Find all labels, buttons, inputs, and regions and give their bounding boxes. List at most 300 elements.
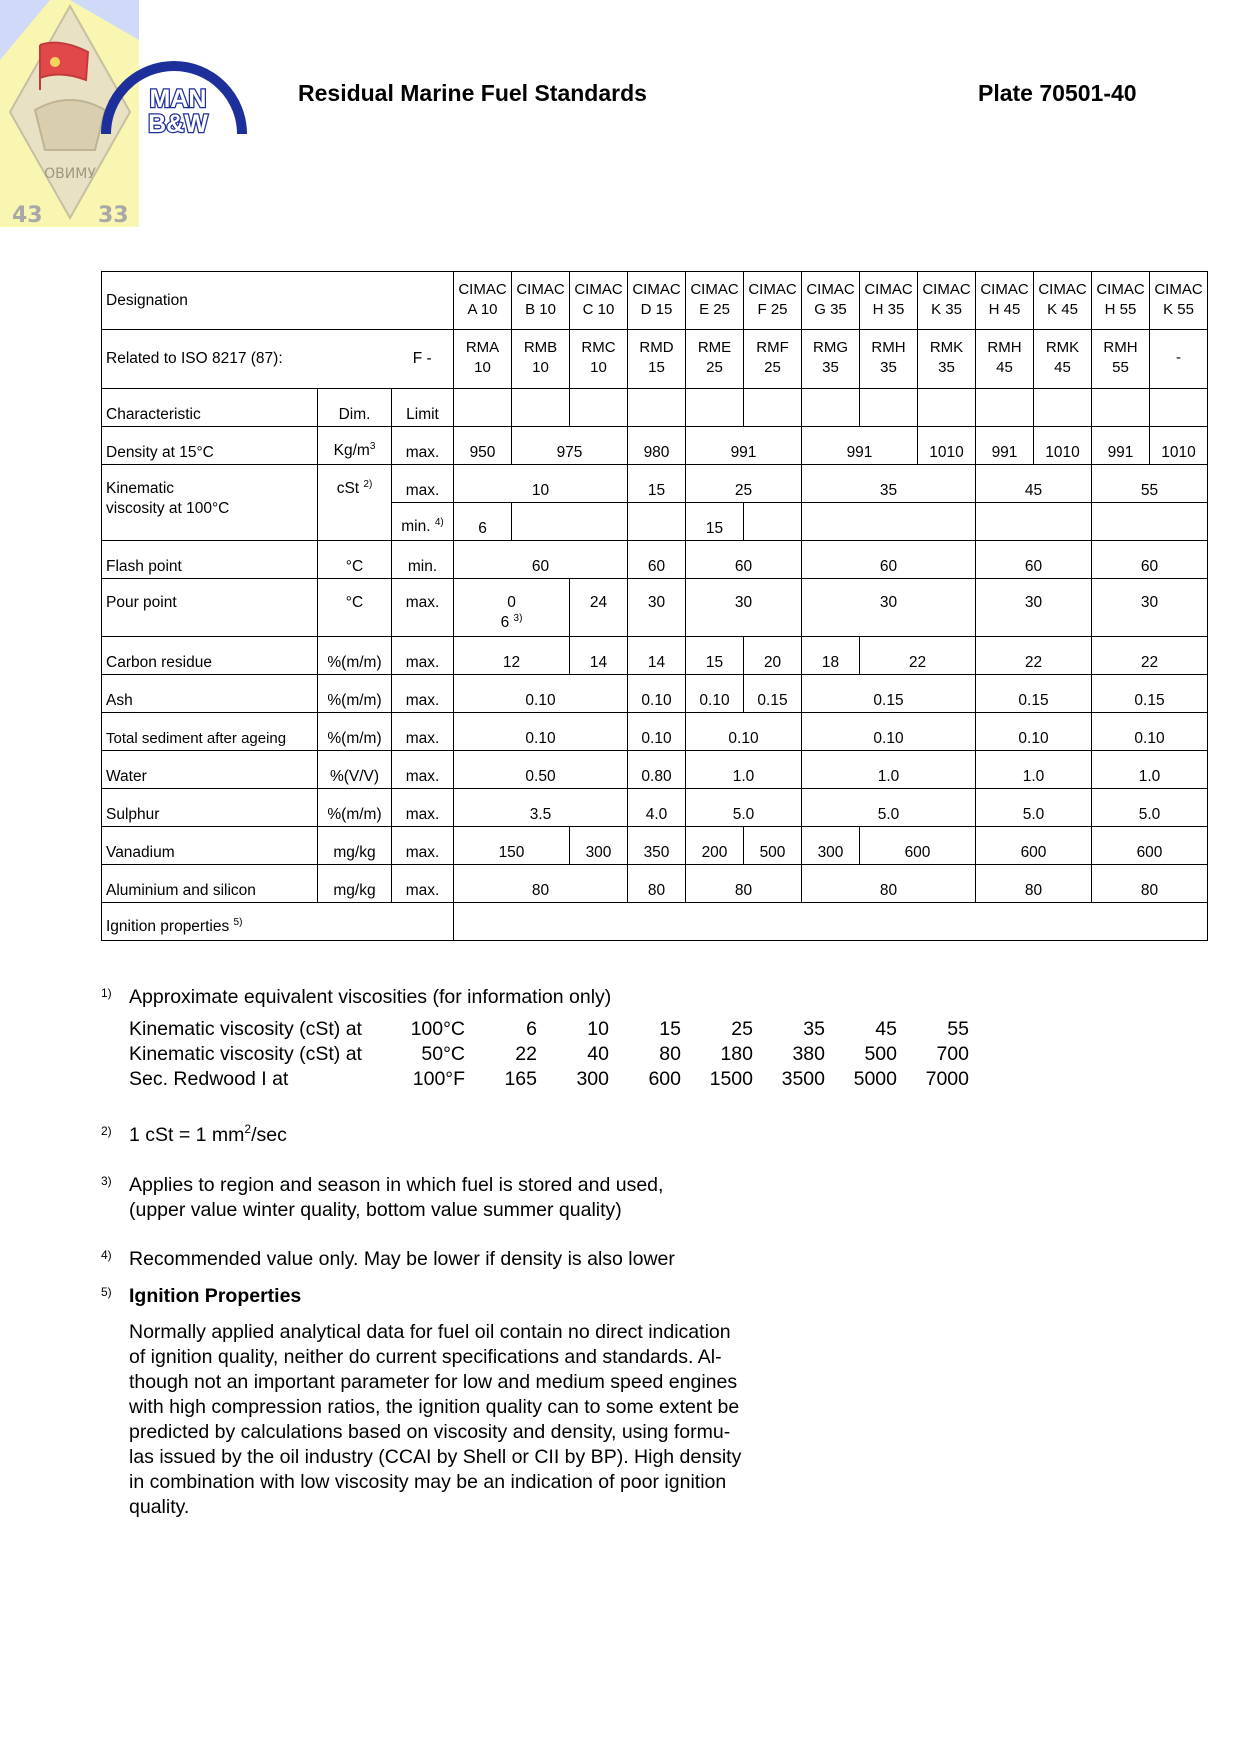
density-value: 975	[512, 427, 628, 465]
iso-grade-line2: 25	[706, 359, 723, 376]
cimac-grade-line1: CIMAC	[1154, 280, 1203, 298]
iso-grade-line2: 35	[822, 359, 839, 376]
empty-cell	[802, 389, 860, 427]
viscosity-value: 380	[792, 1043, 825, 1065]
iso-grade-line1: RMH	[987, 339, 1022, 356]
cimac-grade	[1092, 272, 1150, 330]
vanadium-row	[102, 827, 1208, 865]
footnote-2-number: 2)	[101, 1124, 112, 1138]
cimac-grade	[454, 272, 512, 330]
viscosity-row-temp: 100°C	[410, 1018, 465, 1040]
iso-grade	[744, 330, 802, 389]
footnote-3-line2: (upper value winter quality, bottom value summer quality)	[129, 1199, 622, 1221]
iso-grade-line1: RME	[697, 339, 732, 356]
viscosity-table	[129, 1017, 969, 1092]
sulphur-dim: %(m/m)	[318, 789, 392, 827]
iso-grade	[628, 330, 686, 389]
footnote-1-text: Approximate equivalent viscosities (for information only)	[129, 986, 612, 1008]
vanadium-value: 200	[686, 827, 744, 865]
empty-cell	[454, 389, 512, 427]
cimac-grade-line1: CIMAC	[1096, 280, 1145, 298]
flash-limit: min.	[392, 541, 454, 579]
cimac-grade-line1: CIMAC	[1038, 280, 1087, 298]
pour-summer	[454, 613, 569, 635]
carbon-row	[102, 637, 1208, 675]
cimac-grade-line1: CIMAC	[864, 280, 913, 298]
iso-grade-line2: 35	[880, 359, 897, 376]
iso-grade	[1092, 330, 1150, 389]
cimac-grade-line1: CIMAC	[748, 280, 797, 298]
viscosity-value: 15	[659, 1018, 681, 1040]
viscosity-value: 3500	[781, 1068, 825, 1090]
cimac-grade	[628, 272, 686, 330]
sediment-row	[102, 713, 1208, 751]
carbon-label: Carbon residue	[102, 637, 318, 675]
flash-value: 60	[976, 541, 1092, 579]
ignition-row	[102, 903, 1208, 941]
footnote-2-pre: 1 cSt = 1 mm	[129, 1124, 245, 1146]
density-value: 991	[976, 427, 1034, 465]
water-value: 1.0	[1092, 751, 1208, 789]
cimac-grade	[860, 272, 918, 330]
viscosity-row-label: Kinematic viscosity (cSt) at	[129, 1043, 362, 1065]
ash-row	[102, 675, 1208, 713]
iso-grade	[454, 330, 512, 389]
kinematic-dim	[318, 465, 392, 541]
empty-cell	[744, 503, 802, 541]
empty-cell	[1034, 389, 1092, 427]
kinematic-max-row	[102, 465, 1208, 503]
aluminium-row	[102, 865, 1208, 903]
iso-grade-line2: 10	[532, 359, 549, 376]
iso-grade-line2: 45	[1054, 359, 1071, 376]
density-value: 950	[454, 427, 512, 465]
cimac-grade-line2: B 10	[525, 300, 556, 318]
cimac-grade-line2: G 35	[814, 300, 847, 318]
cimac-grade-line2: F 25	[757, 300, 788, 318]
viscosity-value: 55	[947, 1018, 969, 1040]
kinematic-max-value: 15	[628, 465, 686, 503]
ash-value: 0.15	[802, 675, 976, 713]
cimac-grade	[918, 272, 976, 330]
density-limit: max.	[392, 427, 454, 465]
vanadium-limit: max.	[392, 827, 454, 865]
aluminium-dim: mg/kg	[318, 865, 392, 903]
cimac-grade	[744, 272, 802, 330]
cimac-grade	[686, 272, 744, 330]
footnote-2-post: /sec	[251, 1124, 287, 1146]
iso-grade-line1: RMC	[581, 339, 616, 356]
ignition-paragraph-line: though not an important parameter for low and medium speed engines	[129, 1371, 738, 1393]
logo-line2: B&W	[148, 110, 208, 138]
iso-grade-line2: 15	[648, 359, 665, 376]
iso-grade-line1: RMK	[929, 339, 964, 356]
ash-value: 0.10	[454, 675, 628, 713]
carbon-value: 22	[860, 637, 976, 675]
carbon-limit: max.	[392, 637, 454, 675]
vanadium-dim: mg/kg	[318, 827, 392, 865]
kinematic-limit-min-text: min.	[401, 518, 431, 535]
footnote-4-text: Recommended value only. May be lower if density is also lower	[129, 1248, 675, 1270]
cimac-grade	[1150, 272, 1208, 330]
viscosity-row	[129, 1067, 969, 1092]
empty-cell	[918, 389, 976, 427]
viscosity-row-label: Sec. Redwood I at	[129, 1068, 289, 1090]
vanadium-value: 350	[628, 827, 686, 865]
kinematic-limit-min-sup: 4)	[434, 517, 444, 528]
ignition-label	[102, 903, 392, 941]
sediment-value: 0.10	[686, 713, 802, 751]
kinematic-max-value: 10	[454, 465, 628, 503]
ash-value: 0.10	[628, 675, 686, 713]
cimac-grade-line1: CIMAC	[806, 280, 855, 298]
ignition-paragraph-line: predicted by calculations based on viscosity and density, using formu-	[129, 1421, 731, 1443]
cimac-grade-line2: H 45	[988, 300, 1021, 318]
viscosity-value: 40	[587, 1043, 609, 1065]
pour-winter: 0	[507, 594, 516, 611]
sulphur-limit: max.	[392, 789, 454, 827]
carbon-value: 20	[744, 637, 802, 675]
carbon-value: 15	[686, 637, 744, 675]
ignition-label-text: Ignition properties	[106, 918, 230, 935]
empty-cell	[570, 389, 628, 427]
vanadium-value: 500	[744, 827, 802, 865]
density-value: 1010	[918, 427, 976, 465]
viscosity-value: 6	[526, 1018, 537, 1040]
cimac-grade-line1: CIMAC	[574, 280, 623, 298]
sediment-value: 0.10	[802, 713, 976, 751]
empty-cell	[976, 503, 1092, 541]
iso-grade	[918, 330, 976, 389]
pour-label: Pour point	[102, 579, 318, 637]
footnote-3-text	[129, 1173, 663, 1223]
pour-limit: max.	[392, 579, 454, 637]
cimac-grade-line1: CIMAC	[690, 280, 739, 298]
carbon-value: 14	[570, 637, 628, 675]
iso-grade-line1: RMG	[813, 339, 848, 356]
sulphur-value: 3.5	[454, 789, 628, 827]
iso-grade	[570, 330, 628, 389]
cimac-grade-line2: D 15	[640, 300, 673, 318]
pour-value: 30	[686, 579, 802, 637]
sulphur-label: Sulphur	[102, 789, 318, 827]
iso-label: Related to ISO 8217 (87):	[102, 330, 392, 389]
sulphur-value: 5.0	[686, 789, 802, 827]
iso-grade-line1: RMD	[639, 339, 674, 356]
pour-value: 30	[628, 579, 686, 637]
logo-line1: MAN	[149, 85, 207, 113]
sulphur-value: 5.0	[802, 789, 976, 827]
cimac-grade-line2: K 55	[1163, 300, 1194, 318]
density-value: 991	[802, 427, 918, 465]
plate-number: Plate 70501-40	[978, 80, 1137, 106]
page-title: Residual Marine Fuel Standards	[298, 80, 647, 106]
density-value: 1010	[1150, 427, 1208, 465]
vanadium-value: 300	[802, 827, 860, 865]
sediment-value: 0.10	[1092, 713, 1208, 751]
cimac-grade-line2: K 35	[931, 300, 962, 318]
cimac-grade	[512, 272, 570, 330]
sulphur-value: 5.0	[976, 789, 1092, 827]
iso-grade	[686, 330, 744, 389]
cimac-grade-line2: H 35	[872, 300, 905, 318]
iso-grade-line1: RMF	[756, 339, 789, 356]
density-value: 991	[1092, 427, 1150, 465]
carbon-value: 22	[1092, 637, 1208, 675]
flash-row	[102, 541, 1208, 579]
kinematic-limit-min	[392, 503, 454, 541]
pour-summer-text: 6	[500, 614, 510, 631]
kinematic-dim-sup: 2)	[363, 479, 373, 490]
iso-grade	[1034, 330, 1092, 389]
designation-spacer	[392, 272, 454, 330]
sulphur-value: 4.0	[628, 789, 686, 827]
sediment-value: 0.10	[454, 713, 628, 751]
aluminium-value: 80	[1092, 865, 1208, 903]
empty-cell	[976, 389, 1034, 427]
viscosity-value: 25	[731, 1018, 753, 1040]
water-value: 0.50	[454, 751, 628, 789]
sediment-limit: max.	[392, 713, 454, 751]
ash-dim: %(m/m)	[318, 675, 392, 713]
characteristic-label: Characteristic	[102, 389, 318, 427]
water-value: 1.0	[686, 751, 802, 789]
iso-grade	[512, 330, 570, 389]
empty-cell	[860, 389, 918, 427]
flash-label: Flash point	[102, 541, 318, 579]
empty-cell	[802, 503, 976, 541]
carbon-value: 22	[976, 637, 1092, 675]
cimac-grade-line1: CIMAC	[980, 280, 1029, 298]
empty-cell	[1092, 389, 1150, 427]
cimac-grade-line2: K 45	[1047, 300, 1078, 318]
sulphur-value: 5.0	[1092, 789, 1208, 827]
viscosity-value: 165	[504, 1068, 537, 1090]
vanadium-value: 300	[570, 827, 628, 865]
iso-grade-line1: RMH	[871, 339, 906, 356]
pour-value: 30	[1092, 579, 1208, 637]
flash-value: 60	[628, 541, 686, 579]
ash-label: Ash	[102, 675, 318, 713]
water-value: 0.80	[628, 751, 686, 789]
empty-cell	[512, 389, 570, 427]
iso-prefix: F -	[392, 330, 454, 389]
cimac-grade	[570, 272, 628, 330]
kinematic-min-value: 6	[454, 503, 512, 541]
dim-label: Dim.	[318, 389, 392, 427]
flash-value: 60	[454, 541, 628, 579]
flash-dim: °C	[318, 541, 392, 579]
carbon-value: 12	[454, 637, 570, 675]
kinematic-max-value: 25	[686, 465, 802, 503]
flash-value: 60	[1092, 541, 1208, 579]
cimac-grade	[976, 272, 1034, 330]
fuel-standards-table	[101, 271, 1208, 941]
man-bw-logo	[100, 56, 248, 138]
viscosity-value: 1500	[709, 1068, 753, 1090]
ash-value: 0.10	[686, 675, 744, 713]
characteristic-row	[102, 389, 1208, 427]
vanadium-value: 600	[1092, 827, 1208, 865]
ignition-paragraph-line: quality.	[129, 1496, 190, 1518]
flash-value: 60	[802, 541, 976, 579]
ash-value: 0.15	[744, 675, 802, 713]
iso-grade-line2: 55	[1112, 359, 1129, 376]
watermark-right-number: 33	[98, 203, 129, 227]
cimac-grade-line1: CIMAC	[922, 280, 971, 298]
pour-seasonal-value	[454, 579, 570, 637]
footnote-1-number: 1)	[101, 986, 112, 1000]
iso-row	[102, 330, 1208, 389]
empty-cell	[628, 503, 686, 541]
limit-label: Limit	[392, 389, 454, 427]
viscosity-value: 22	[515, 1043, 537, 1065]
viscosity-value: 80	[659, 1043, 681, 1065]
aluminium-value: 80	[454, 865, 628, 903]
empty-cell	[628, 389, 686, 427]
pour-value: 30	[802, 579, 976, 637]
sediment-value: 0.10	[976, 713, 1092, 751]
sediment-label: Total sediment after ageing	[102, 713, 318, 751]
footnote-2-sup: 2	[244, 1122, 252, 1136]
density-dim-text: Kg/m	[333, 442, 370, 459]
footnote-3-line1: Applies to region and season in which fuel is stored and used,	[129, 1174, 664, 1196]
iso-grade	[976, 330, 1034, 389]
iso-grade-line1: RMA	[465, 339, 500, 356]
footnote-3-number: 3)	[101, 1174, 112, 1188]
empty-cell	[1092, 503, 1208, 541]
pour-dim: °C	[318, 579, 392, 637]
iso-grade-line1: -	[1176, 349, 1181, 366]
ignition-paragraph-line: with high compression ratios, the ignition quality can to some extent be	[129, 1396, 740, 1418]
density-value: 1010	[1034, 427, 1092, 465]
footnote-5-heading: Ignition Properties	[129, 1285, 302, 1307]
kinematic-label-line2: viscosity at 100°C	[106, 500, 230, 517]
cimac-grade-line2: H 55	[1104, 300, 1137, 318]
cimac-grade	[802, 272, 860, 330]
empty-cell	[686, 389, 744, 427]
viscosity-value: 7000	[925, 1068, 969, 1090]
viscosity-row	[129, 1017, 969, 1042]
aluminium-value: 80	[802, 865, 976, 903]
ash-value: 0.15	[1092, 675, 1208, 713]
density-dim	[318, 427, 392, 465]
kinematic-limit-max: max.	[392, 465, 454, 503]
pour-summer-sup: 3)	[513, 613, 523, 624]
viscosity-value: 10	[587, 1018, 609, 1040]
iso-grade-line2: 10	[590, 359, 607, 376]
designation-label: Designation	[102, 272, 392, 330]
iso-grade-line2: 10	[474, 359, 491, 376]
designation-row	[102, 272, 1208, 330]
viscosity-value: 35	[803, 1018, 825, 1040]
iso-grade-line1: RMH	[1103, 339, 1138, 356]
iso-grade-line2: 45	[996, 359, 1013, 376]
iso-grade-line1: RMB	[523, 339, 558, 356]
cimac-grade	[1034, 272, 1092, 330]
iso-grade	[1150, 330, 1208, 389]
viscosity-value: 45	[875, 1018, 897, 1040]
ash-limit: max.	[392, 675, 454, 713]
ignition-paragraph-line: las issued by the oil industry (CCAI by Shell or CII by BP). High density	[129, 1446, 742, 1468]
viscosity-row-temp: 100°F	[412, 1068, 465, 1090]
ignition-label-sup: 5)	[233, 917, 243, 928]
aluminium-limit: max.	[392, 865, 454, 903]
iso-grade-line2: 25	[764, 359, 781, 376]
kinematic-label-line1: Kinematic	[106, 480, 175, 497]
kinematic-label	[102, 465, 318, 541]
carbon-value: 14	[628, 637, 686, 675]
water-value: 1.0	[802, 751, 976, 789]
density-row	[102, 427, 1208, 465]
watermark-badge-text: ОВИМУ	[44, 166, 96, 182]
aluminium-label: Aluminium and silicon	[102, 865, 318, 903]
ignition-paragraph-line: Normally applied analytical data for fuel oil contain no direct indication	[129, 1321, 731, 1343]
kinematic-max-value: 55	[1092, 465, 1208, 503]
aluminium-value: 80	[976, 865, 1092, 903]
empty-cell	[744, 389, 802, 427]
viscosity-value: 700	[936, 1043, 969, 1065]
sulphur-row	[102, 789, 1208, 827]
aluminium-value: 80	[628, 865, 686, 903]
cimac-grade-line1: CIMAC	[516, 280, 565, 298]
sediment-value: 0.10	[628, 713, 686, 751]
water-row	[102, 751, 1208, 789]
vanadium-value: 600	[976, 827, 1092, 865]
cimac-grade-line2: C 10	[582, 300, 615, 318]
viscosity-value: 300	[576, 1068, 609, 1090]
density-value: 980	[628, 427, 686, 465]
water-value: 1.0	[976, 751, 1092, 789]
vanadium-label: Vanadium	[102, 827, 318, 865]
kinematic-max-value: 35	[802, 465, 976, 503]
viscosity-value: 500	[864, 1043, 897, 1065]
footnote-5-number: 5)	[101, 1285, 112, 1299]
viscosity-value: 180	[720, 1043, 753, 1065]
footnote-2-text	[129, 1123, 287, 1150]
iso-grade-line1: RMK	[1045, 339, 1080, 356]
viscosity-value: 600	[648, 1068, 681, 1090]
iso-grade	[860, 330, 918, 389]
ignition-paragraph-line: of ignition quality, neither do current specifications and standards. Al-	[129, 1346, 722, 1368]
viscosity-row-temp: 50°C	[421, 1043, 465, 1065]
viscosity-row	[129, 1042, 969, 1067]
viscosity-row-label: Kinematic viscosity (cSt) at	[129, 1018, 362, 1040]
pour-row	[102, 579, 1208, 637]
kinematic-min-value: 15	[686, 503, 744, 541]
iso-grade	[802, 330, 860, 389]
viscosity-value: 5000	[853, 1068, 897, 1090]
cimac-grade-line1: CIMAC	[632, 280, 681, 298]
cimac-grade-line2: E 25	[699, 300, 730, 318]
ignition-paragraph	[129, 1320, 809, 1520]
kinematic-max-value: 45	[976, 465, 1092, 503]
cimac-grade-line1: CIMAC	[458, 280, 507, 298]
aluminium-value: 80	[686, 865, 802, 903]
density-dim-sup: 3	[369, 441, 376, 452]
ignition-spacer	[392, 903, 454, 941]
kinematic-dim-text: cSt	[336, 480, 360, 497]
pour-value: 24	[570, 579, 628, 637]
ignition-values-cell	[454, 903, 1208, 941]
density-label: Density at 15°C	[102, 427, 318, 465]
vanadium-value: 150	[454, 827, 570, 865]
carbon-value: 18	[802, 637, 860, 675]
vanadium-value: 600	[860, 827, 976, 865]
footnote-4-number: 4)	[101, 1248, 112, 1262]
ash-value: 0.15	[976, 675, 1092, 713]
water-limit: max.	[392, 751, 454, 789]
